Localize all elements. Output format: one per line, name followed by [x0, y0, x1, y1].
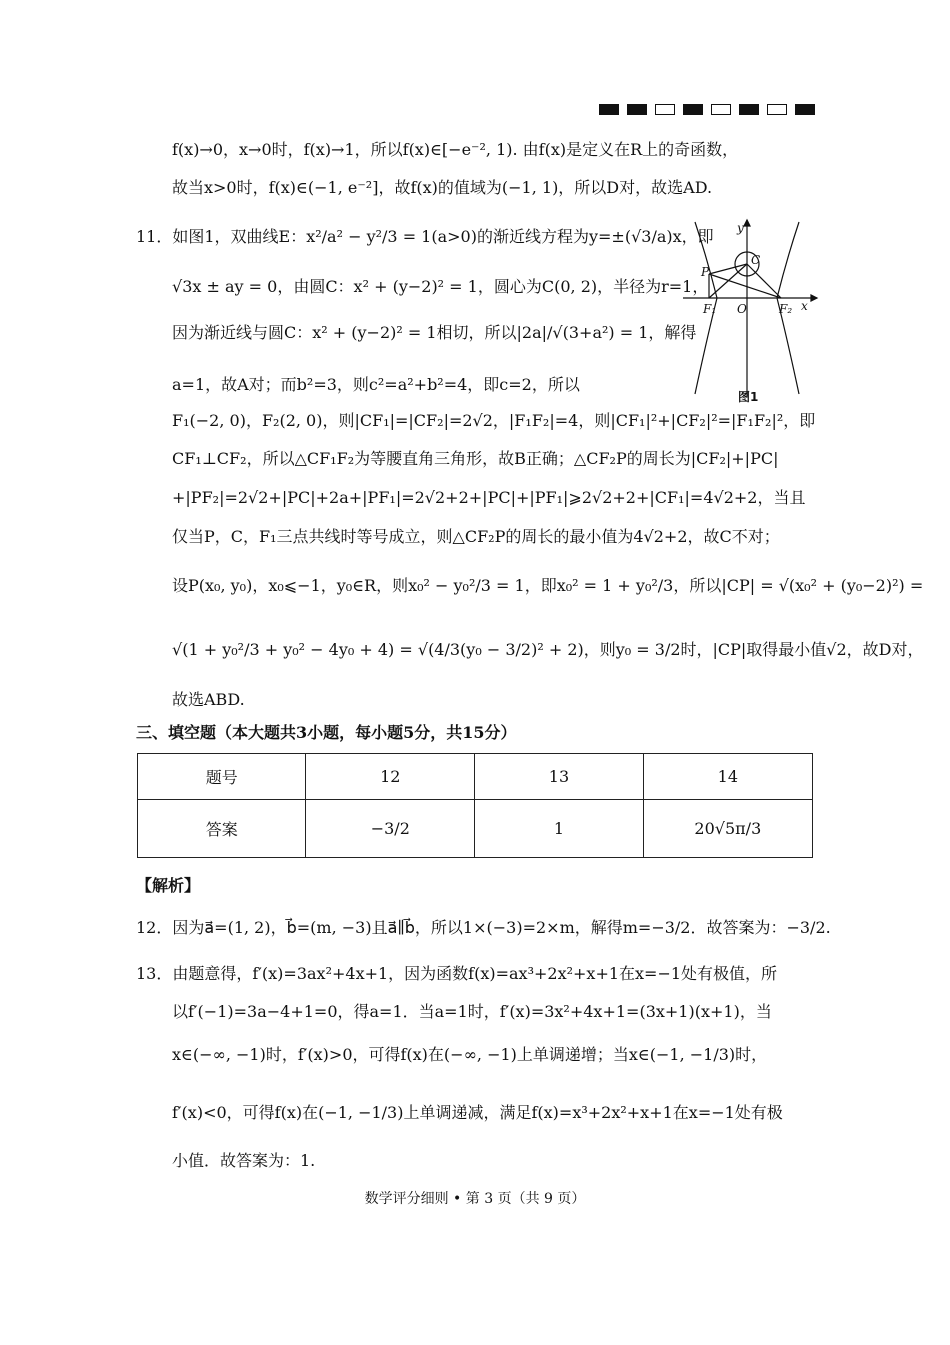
text-line: 设P(x₀, y₀)，x₀⩽−1，y₀∈R，则x₀² − y₀²/3 = 1，即x₀² = 1 + y₀²/3，所以|CP| = √(x₀² + (y₀−2)²) = — [172, 576, 924, 595]
text-line: +|PF₂|=2√2+|PC|+2a+|PF₁|=2√2+2+|PC|+|PF₁|⩾2√2+2+|CF₁|=4√2+2，当且 — [172, 488, 806, 507]
header-mark-filled — [795, 104, 815, 115]
problem-13: 13．由题意得，f′(x)=3ax²+4x+1，因为函数f(x)=ax³+2x²+x+1在x=−1处有极值，所 — [136, 964, 778, 983]
figure-label-p: P — [701, 265, 710, 279]
header-mark-filled — [599, 104, 619, 115]
text-line: f′(x)<0，可得f(x)在(−1, −1/3)上单调递减，满足f(x)=x³+2x²+x+1在x=−1处有极 — [172, 1103, 783, 1122]
hyperbola-figure — [681, 218, 819, 408]
text-line: F₁(−2, 0)，F₂(2, 0)，则|CF₁|=|CF₂|=2√2，|F₁F₂|=4，则|CF₁|²+|CF₂|²=|F₁F₂|²，即 — [172, 411, 816, 430]
text-line: 故当x>0时，f(x)∈(−1, e⁻²]，故f(x)的值域为(−1, 1)，所以D对，故选AD. — [172, 178, 713, 197]
table-cell: −3/2 — [306, 800, 475, 858]
figure-label-o: O — [737, 302, 747, 316]
text-line: f(x)→0，x→0时，f(x)→1，所以f(x)∈[−e⁻², 1). 由f(x)是定义在R上的奇函数， — [172, 140, 739, 159]
analysis-heading: 【解析】 — [136, 876, 201, 895]
table-row — [138, 800, 813, 858]
header-mark-empty — [711, 104, 731, 115]
header-mark-filled — [683, 104, 703, 115]
header-mark-empty — [655, 104, 675, 115]
text-line: CF₁⊥CF₂，所以△CF₁F₂为等腰直角三角形，故B正确；△CF₂P的周长为|CF₂|+|PC| — [172, 449, 779, 468]
text-line: 仅当P，C，F₁三点共线时等号成立，则△CF₂P的周长的最小值为4√2+2，故C不对； — [172, 527, 780, 546]
header-marks — [599, 104, 815, 115]
problem-12: 12．因为a⃗=(1, 2)，b⃗=(m, −3)且a⃗∥b⃗，所以1×(−3)=2×m，解得m=−3/2．故答案为：−3/2. — [136, 918, 831, 937]
text-line: √3x ± ay = 0，由圆C：x² + (y−2)² = 1，圆心为C(0, 2)，半径为r=1， — [172, 277, 709, 296]
table-cell: 1 — [475, 800, 643, 858]
table-cell: 12 — [306, 754, 475, 800]
header-mark-filled — [627, 104, 647, 115]
figure-label-c: C — [751, 253, 761, 267]
figure-label-y: y — [737, 221, 744, 235]
problem-11-intro: 11．如图1，双曲线E：x²/a² − y²/3 = 1(a>0)的渐近线方程为y=±(√3/a)x，即 — [136, 227, 714, 246]
figure-label-f2: F₂ — [779, 302, 793, 316]
table-cell: 14 — [643, 754, 812, 800]
text-line: 因为渐近线与圆C：x² + (y−2)² = 1相切，所以|2a|/√(3+a²) = 1，解得 — [172, 323, 697, 342]
table-cell: 20√5π/3 — [643, 800, 812, 858]
figure-caption: 图1 — [738, 390, 759, 404]
text-line: √(1 + y₀²/3 + y₀² − 4y₀ + 4) = √(4/3(y₀ − 3/2)² + 2)，则y₀ = 3/2时，|CP|取得最小值√2，故D对， — [172, 640, 924, 659]
section-heading: 三、填空题（本大题共3小题，每小题5分，共15分） — [136, 723, 517, 742]
answer-table — [137, 753, 813, 858]
table-row — [138, 754, 813, 800]
table-cell: 13 — [475, 754, 643, 800]
table-cell: 题号 — [138, 754, 306, 800]
page-footer: 数学评分细则 • 第 3 页（共 9 页） — [364, 1191, 586, 1207]
text-line: 以f′(−1)=3a−4+1=0，得a=1．当a=1时，f′(x)=3x²+4x+1=(3x+1)(x+1)，当 — [172, 1002, 772, 1021]
figure-label-f1: F₁ — [703, 302, 717, 316]
figure-label-x: x — [801, 299, 808, 313]
text-line: a=1，故A对；而b²=3，则c²=a²+b²=4，即c=2，所以 — [172, 375, 580, 394]
table-cell: 答案 — [138, 800, 306, 858]
text-line: 小值．故答案为：1. — [172, 1151, 316, 1170]
header-mark-empty — [767, 104, 787, 115]
header-mark-filled — [739, 104, 759, 115]
text-line: x∈(−∞, −1)时，f′(x)>0，可得f(x)在(−∞, −1)上单调递增；当x∈(−1, −1/3)时， — [172, 1045, 768, 1064]
text-line: 故选ABD. — [172, 690, 245, 709]
